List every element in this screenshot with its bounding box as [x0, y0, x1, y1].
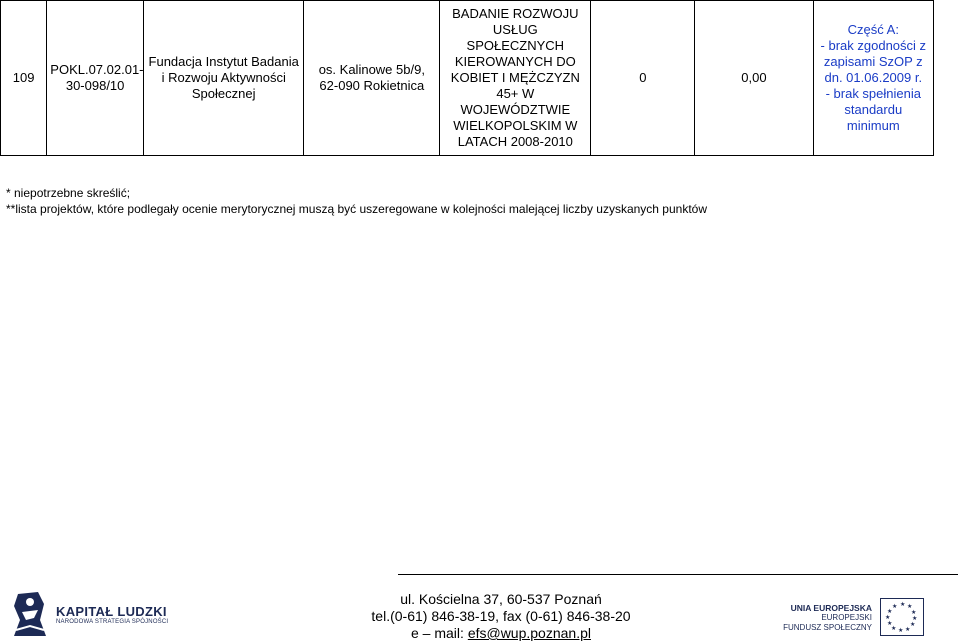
project-code: POKL.07.02.01-30-098/10 [47, 1, 144, 156]
footer-phone: tel.(0-61) 846-38-19, fax (0-61) 846-38-20 [371, 608, 631, 624]
svg-text:★: ★ [912, 615, 918, 622]
footnote-2: **lista projektów, które podlegały ocenie merytorycznej muszą być uszeregowane w kolejności malejącej liczby uzyskanych punktów [6, 202, 707, 216]
svg-text:★: ★ [887, 620, 893, 627]
svg-text:★: ★ [910, 621, 916, 628]
row-number: 109 [1, 1, 47, 156]
footer-email-line [326, 625, 676, 642]
footnote-1: * niepotrzebne skreślić; [6, 186, 131, 200]
eu-logo-line-2: EUROPEJSKI [821, 613, 872, 622]
svg-text:★: ★ [905, 626, 911, 633]
footer-divider [398, 574, 958, 575]
kapital-ludzki-emblem-icon [10, 590, 50, 638]
projects-table [0, 0, 934, 156]
organization-address [304, 1, 440, 156]
svg-text:★: ★ [891, 625, 897, 632]
eu-logo-line-1: UNIA EUROPEJSKA [790, 603, 872, 613]
table-row [1, 1, 934, 156]
eu-logo-line-3: FUNDUSZ SPOŁECZNY [783, 623, 872, 632]
svg-text:★: ★ [907, 603, 913, 610]
project-title: BADANIE ROZWOJU USŁUG SPOŁECZNYCH KIEROWANYCH DO KOBIET I MĘŻCZYZN 45+ W WOJEWÓDZTWIE WIELKOPOLSKIM W LATACH 2008-2010 [440, 1, 591, 156]
footer-email-link[interactable]: efs@wup.poznan.pl [467, 625, 591, 641]
svg-text:★: ★ [887, 608, 893, 615]
svg-text:★: ★ [900, 601, 906, 608]
eu-logo [782, 598, 952, 638]
svg-text:★: ★ [911, 609, 917, 616]
kapital-ludzki-title: KAPITAŁ LUDZKI [56, 604, 167, 619]
footer-address: ul. Kościelna 37, 60-537 Poznań [400, 591, 602, 607]
svg-text:★: ★ [898, 627, 904, 634]
organization-name: Fundacja Instytut Badania i Rozwoju Aktywności Społecznej [143, 1, 303, 156]
address-line-1: os. Kalinowe 5b/9, [318, 62, 425, 77]
eu-flag-icon [880, 598, 924, 636]
kapital-ludzki-subtitle: NARODOWA STRATEGIA SPÓJNOŚCI [56, 619, 169, 625]
footer-email-label: e – mail: [411, 625, 468, 641]
value-points: 0 [591, 1, 695, 156]
kapital-ludzki-logo [10, 590, 180, 640]
svg-text:★: ★ [885, 614, 891, 621]
rejection-note: Część A: - brak zgodności z zapisami SzOP z dn. 01.06.2009 r. - brak spełnienia standardu minimum [813, 1, 933, 156]
svg-text:★: ★ [892, 603, 898, 610]
value-amount: 0,00 [695, 1, 813, 156]
address-line-2: 62-090 Rokietnica [319, 78, 425, 93]
